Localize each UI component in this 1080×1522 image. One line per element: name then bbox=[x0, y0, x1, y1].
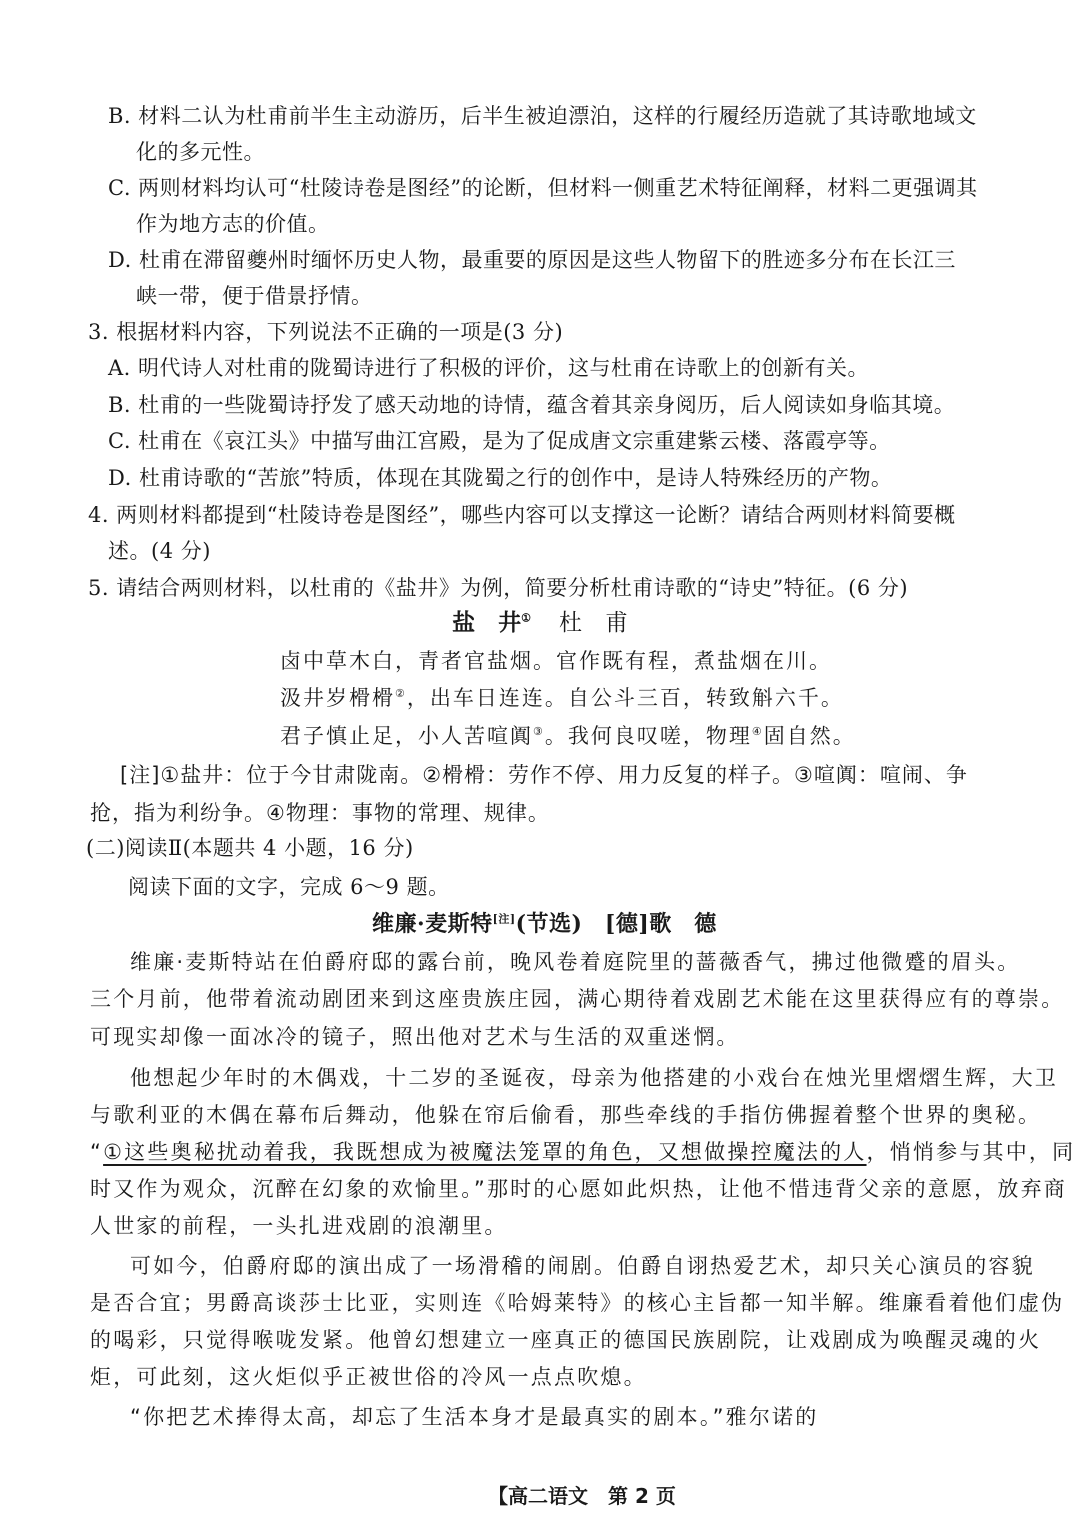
poem-title-note: ① bbox=[521, 611, 531, 625]
section-2-heading: (二)阅读Ⅱ(本题共 4 小题，16 分) bbox=[86, 836, 414, 860]
poem-note-4: ④ bbox=[751, 725, 764, 738]
article-p2-line3-rest: ，悄悄参与其中，同 bbox=[866, 1140, 1076, 1164]
q2-option-b-line2: 化的多元性。 bbox=[136, 140, 265, 164]
poem-title bbox=[0, 605, 1080, 641]
article-title-note: [注] bbox=[492, 912, 516, 926]
q3-option-a: A. 明代诗人对杜甫的陇蜀诗进行了积极的评价，这与杜甫在诗歌上的创新有关。 bbox=[108, 356, 870, 380]
q2-option-c-line2: 作为地方志的价值。 bbox=[136, 212, 330, 236]
underlined-sentence-1: ①这些奥秘扰动着我，我既想成为被魔法笼罩的角色，又想做操控魔法的人 bbox=[103, 1140, 867, 1164]
poem-notes-line1: [注]①盐井：位于今甘肃陇南。②榾榾：劳作不停、用力反复的样子。③喧阗：喧闹、争 bbox=[120, 763, 968, 787]
article-title-rest: (节选) [德]歌 德 bbox=[515, 911, 717, 937]
q5-stem: 5. 请结合两则材料，以杜甫的《盐井》为例，简要分析杜甫诗歌的“诗史”特征。(6 分) bbox=[88, 576, 909, 600]
q3-stem: 3. 根据材料内容，下列说法不正确的一项是(3 分) bbox=[88, 320, 564, 344]
article-p2-line5: 人世家的前程，一头扎进戏剧的浪潮里。 bbox=[90, 1214, 508, 1238]
poem-line-3c: 固自然。 bbox=[763, 724, 856, 748]
q3-option-b: B. 杜甫的一些陇蜀诗抒发了感天动地的诗情，蕴含着其亲身阅历，后人阅读如身临其境。 bbox=[108, 393, 956, 417]
q2-option-d-line2: 峡一带，便于借景抒情。 bbox=[136, 284, 373, 308]
section-2-instruction: 阅读下面的文字，完成 6～9 题。 bbox=[128, 875, 450, 899]
page-footer: 【高二语文 第 2 页 bbox=[488, 1484, 676, 1508]
q2-option-b-line1: B. 材料二认为杜甫前半生主动游历，后半生被迫漂泊，这样的行履经历造就了其诗歌地域文 bbox=[108, 104, 977, 128]
q3-option-d: D. 杜甫诗歌的“苦旅”特质，体现在其陇蜀之行的创作中，是诗人特殊经历的产物。 bbox=[108, 466, 893, 490]
article-p1-line2: 三个月前，他带着流动剧团来到这座贵族庄园，满心期待着戏剧艺术能在这里获得应有的尊崇。 bbox=[90, 987, 1065, 1011]
poem-line-2a: 汲井岁榾榾 bbox=[280, 686, 395, 710]
poem-line-2 bbox=[280, 680, 844, 716]
article-p3-line4: 炬，可此刻，这火炬似乎正被世俗的冷风一点点吹熄。 bbox=[90, 1365, 647, 1389]
poem-line-3 bbox=[280, 718, 856, 754]
article-p3-line1: 可如今，伯爵府邸的演出成了一场滑稽的闹剧。伯爵自诩热爱艺术，却只关心演员的容貌 bbox=[130, 1254, 1035, 1278]
poem-line-2b: ，出车日连连。自公斗三百，转致斛六千。 bbox=[406, 686, 844, 710]
article-title bbox=[372, 906, 717, 942]
article-p3-line3: 的喝彩，只觉得喉咙发紧。他曾幻想建立一座真正的德国民族剧院，让戏剧成为唤醒灵魂的火 bbox=[90, 1328, 1042, 1352]
article-p2-line1: 他想起少年时的木偶戏，十二岁的圣诞夜，母亲为他搭建的小戏台在烛光里熠熠生辉，大卫 bbox=[130, 1066, 1058, 1090]
q2-option-d-line1: D. 杜甫在滞留夔州时缅怀历史人物，最重要的原因是这些人物留下的胜迹多分布在长江三 bbox=[108, 248, 956, 272]
poem-title-text: 盐 井 bbox=[452, 609, 522, 636]
poem-line-1: 卤中草木白，青者官盐烟。官作既有程，煮盐烟在川。 bbox=[280, 649, 832, 673]
article-p2-line3-quote: “ bbox=[90, 1140, 104, 1164]
poem-note-3: ③ bbox=[533, 725, 545, 738]
poem-line-3b: 。我何良叹嗟，物理 bbox=[544, 724, 752, 748]
poem-line-3a: 君子慎止足，小人苦喧阗 bbox=[280, 724, 533, 748]
article-p2-line2: 与歌利亚的木偶在幕布后舞动，他躲在帘后偷看，那些牵线的手指仿佛握着整个世界的奥秘。 bbox=[90, 1103, 1042, 1127]
article-p2-line4: 时又作为观众，沉醉在幻象的欢愉里。”那时的心愿如此炽热，让他不惜违背父亲的意愿，放弃商 bbox=[90, 1177, 1067, 1201]
article-p4-line1: “你把艺术捧得太高，却忘了生活本身才是最真实的剧本。”雅尔诺的 bbox=[130, 1405, 819, 1429]
q3-option-c: C. 杜甫在《哀江头》中描写曲江宫殿，是为了促成唐文宗重建紫云楼、落霞亭等。 bbox=[108, 429, 891, 453]
q4-stem-line2: 述。(4 分) bbox=[108, 539, 211, 563]
article-p2-line3 bbox=[90, 1134, 1075, 1170]
poem-note-2: ② bbox=[395, 687, 407, 700]
article-p3-line2: 是否合宜；男爵高谈莎士比亚，实则连《哈姆莱特》的核心主旨都一知半解。维廉看着他们虚伪 bbox=[90, 1291, 1065, 1315]
q2-option-c-line1: C. 两则材料均认可“杜陵诗卷是图经”的论断，但材料一侧重艺术特征阐释，材料二更强调其 bbox=[108, 176, 978, 200]
article-p1-line1: 维廉·麦斯特站在伯爵府邸的露台前，晚风卷着庭院里的蔷薇香气，拂过他微蹙的眉头。 bbox=[130, 950, 1021, 974]
q4-stem-line1: 4. 两则材料都提到“杜陵诗卷是图经”，哪些内容可以支撑这一论断？请结合两则材料简要概 bbox=[88, 503, 956, 527]
article-title-text: 维廉·麦斯特 bbox=[372, 911, 493, 937]
poem-author: 杜 甫 bbox=[558, 610, 628, 636]
poem-notes-line2: 抢，指为利纷争。④物理：事物的常理、规律。 bbox=[90, 801, 550, 825]
article-p1-line3: 可现实却像一面冰冷的镜子，照出他对艺术与生活的双重迷惘。 bbox=[90, 1025, 740, 1049]
